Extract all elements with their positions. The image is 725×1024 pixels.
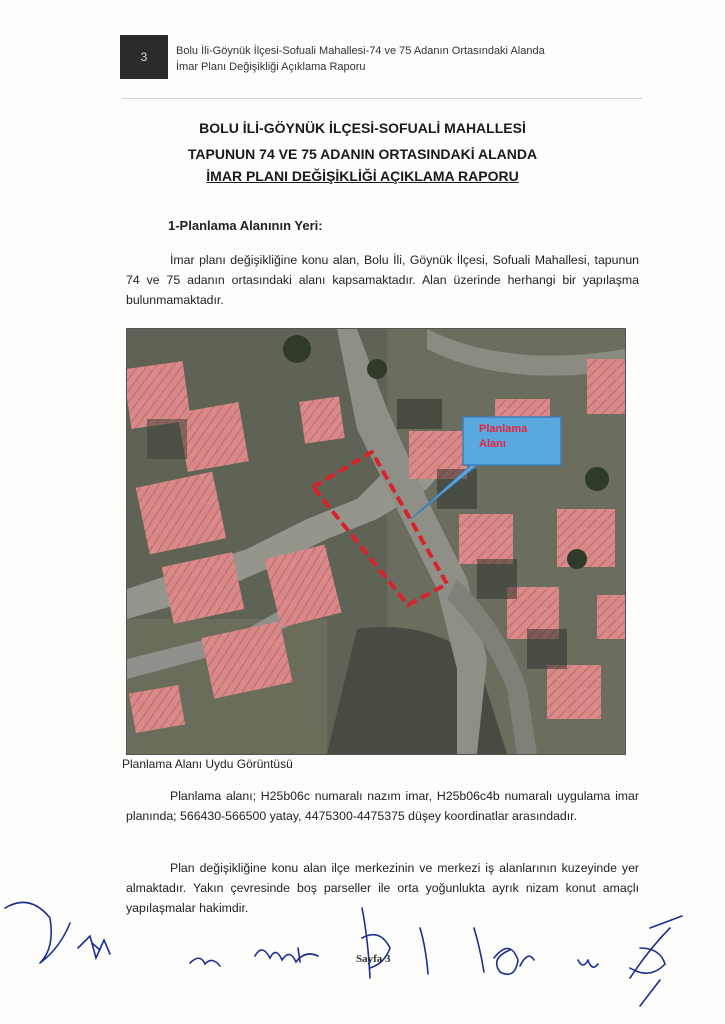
paragraph-coordinates: Planlama alanı; H25b06c numaralı nazım imar, H25b06c4b numaralı uygulama imar planında; 566430-566500 yatay, 4475300-4475375 düşey koordinatlar arasındadır. — [126, 789, 639, 823]
running-header-line1: Bolu İli-Göynük İlçesi-Sofuali Mahallesi-74 ve 75 Adanın Ortasındaki Alanda — [176, 45, 545, 57]
figure-caption: Planlama Alanı Uydu Görüntüsü — [122, 757, 293, 771]
satellite-image-svg — [127, 329, 625, 754]
section-heading: 1-Planlama Alanının Yeri: — [168, 218, 323, 233]
document-title-line2: TAPUNUN 74 VE 75 ADANIN ORTASINDAKİ ALANDA — [187, 146, 538, 162]
paragraph-surroundings: Plan değişikliğine konu alan ilçe merkezinin ve merkezi iş alanlarının kuzeyinde yer almaktadır. Yakın çevresinde boş parseller ile orta yoğunlukta ayrık nizam konut amaçlı yapılaşmalar hakimdir. — [126, 861, 639, 915]
document-title-line3 — [0, 168, 725, 184]
planning-area-label — [479, 422, 527, 452]
signature-strokes — [5, 902, 682, 1006]
document-title-line3-text: İMAR PLANI DEĞİŞİKLİĞİ AÇIKLAMA RAPORU — [206, 168, 519, 184]
document-title-line1: BOLU İLİ-GÖYNÜK İLÇESİ-SOFUALİ MAHALLESİ — [199, 120, 526, 136]
footer-page-label: Sayfa 3 — [356, 953, 391, 965]
header-page-number: 3 — [120, 35, 168, 79]
planning-area-label-line2: Alanı — [479, 438, 506, 450]
running-header — [176, 43, 545, 75]
paragraph-location: İmar planı değişikliğine konu alan, Bolu İli, Göynük İlçesi, Sofuali Mahallesi, tapunun 74 ve 75 adanın ortasındaki alanı kapsamaktadır. Alan üzerinde herhangi bir yapılaşma bulunmamaktadır. — [126, 253, 639, 307]
planning-area-label-line1: Planlama — [479, 423, 528, 435]
satellite-image — [126, 328, 626, 755]
running-header-line2: İmar Planı Değişikliği Açıklama Raporu — [176, 61, 366, 73]
header-divider — [122, 98, 642, 99]
